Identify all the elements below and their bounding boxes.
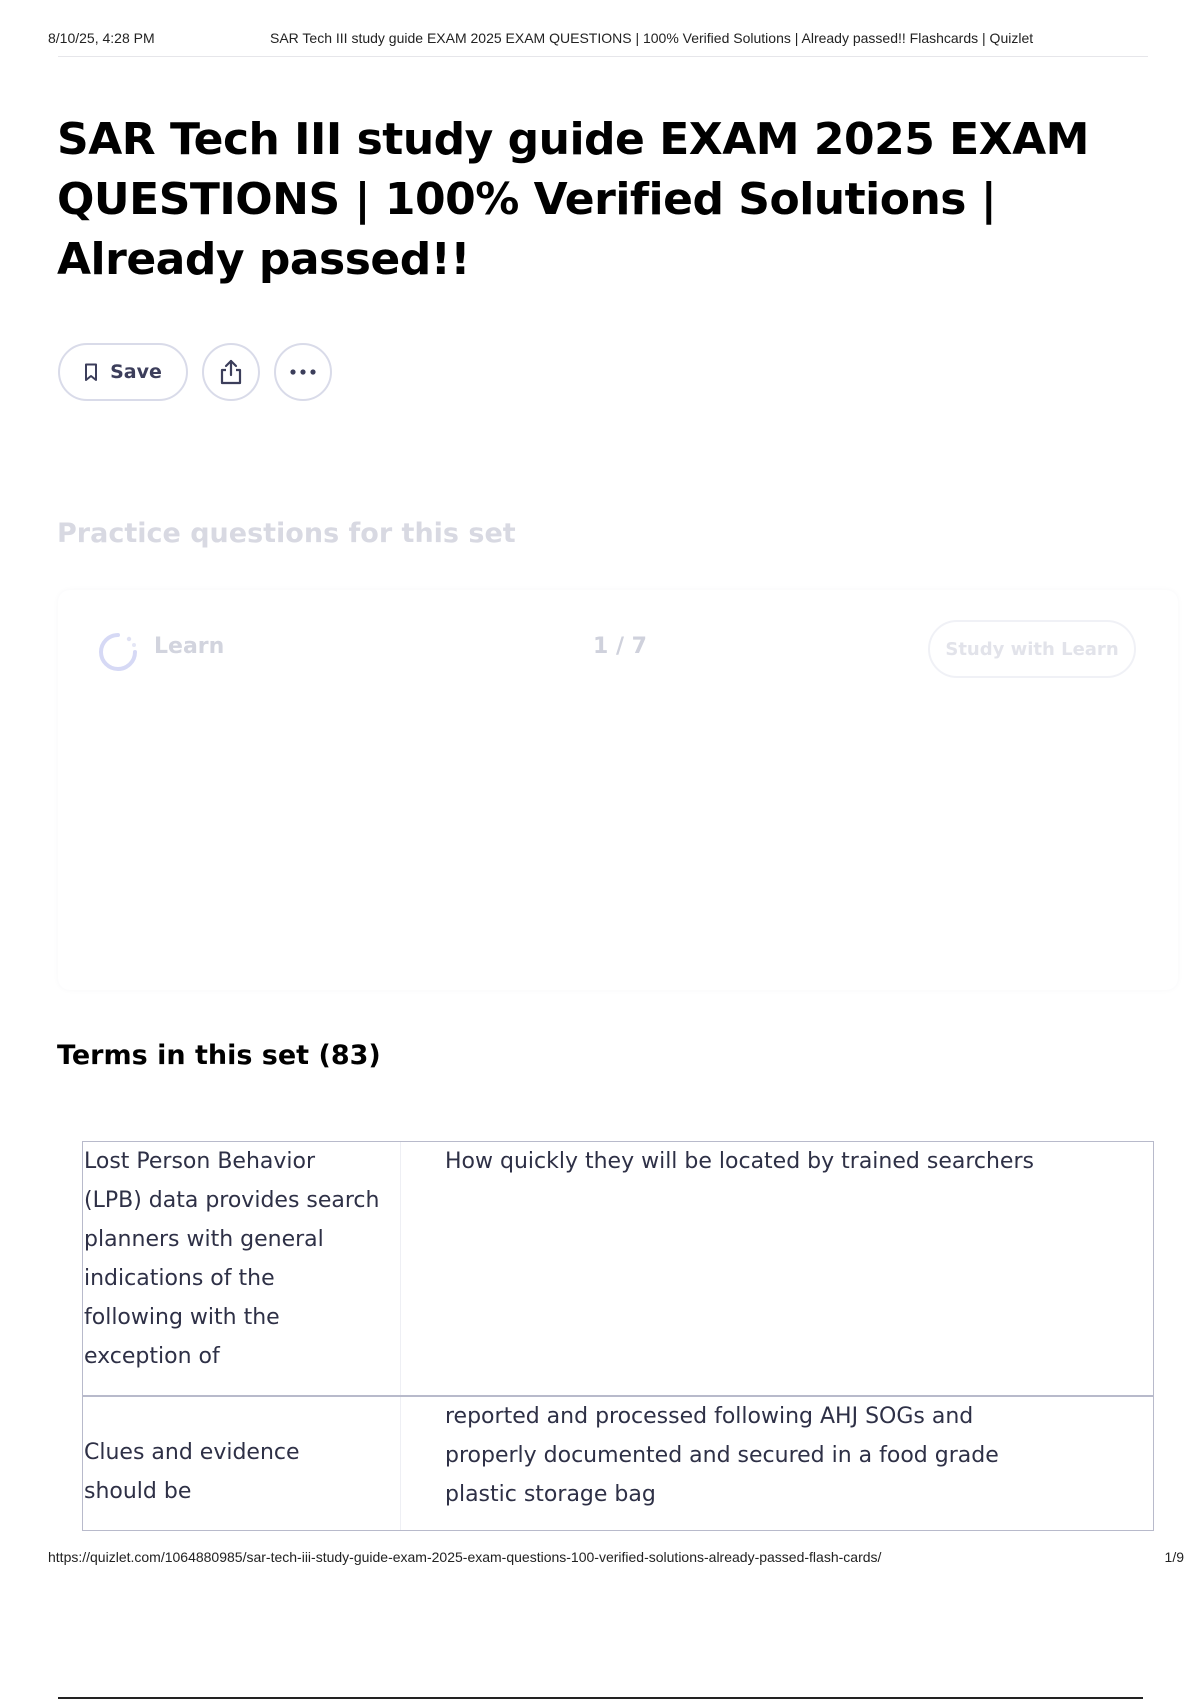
term-cell (83, 1142, 401, 1395)
term-line: (LPB) data provides search (84, 1188, 380, 1213)
terms-table (82, 1141, 1154, 1531)
term-line: should be (84, 1479, 192, 1504)
practice-heading: Practice questions for this set (57, 518, 516, 549)
term-line: exception of (84, 1344, 220, 1369)
term-cell (83, 1397, 401, 1530)
definition-line: properly documented and secured in a food grade (445, 1443, 999, 1468)
term-line: Clues and evidence (84, 1440, 300, 1465)
more-options-button[interactable] (274, 343, 332, 401)
print-header (48, 30, 1152, 50)
save-button[interactable] (58, 343, 188, 401)
print-footer (48, 1549, 1184, 1569)
bookmark-icon (84, 363, 98, 382)
table-row (83, 1142, 1153, 1395)
learn-mode-label: Learn (154, 634, 225, 659)
practice-card (58, 590, 1178, 990)
page-bottom-divider (58, 1697, 1143, 1699)
share-button[interactable] (202, 343, 260, 401)
term-line: planners with general (84, 1227, 324, 1252)
table-row (83, 1395, 1153, 1530)
set-title: SAR Tech III study guide EXAM 2025 EXAM QUESTIONS | 100% Verified Solutions | Already passed!! (57, 114, 1089, 285)
definition-cell (401, 1142, 1153, 1395)
question-progress: 1 / 7 (593, 634, 647, 659)
learn-icon (96, 630, 140, 678)
more-icon (289, 368, 317, 376)
page-number: 1/9 (1164, 1549, 1184, 1565)
terms-heading: Terms in this set (83) (57, 1040, 381, 1071)
definition-cell (401, 1397, 1153, 1530)
study-with-learn-button[interactable]: Study with Learn (928, 620, 1136, 678)
print-doc-title: SAR Tech III study guide EXAM 2025 EXAM QUESTIONS | 100% Verified Solutions | Already passed!! Flashcards | Quizlet (270, 30, 1034, 46)
share-icon (218, 358, 244, 386)
header-divider (58, 56, 1148, 57)
term-line: Lost Person Behavior (84, 1149, 316, 1174)
definition-line: How quickly they will be located by trained searchers (445, 1149, 1034, 1174)
print-date: 8/10/25, 4:28 PM (48, 30, 155, 46)
term-line: indications of the (84, 1266, 275, 1291)
save-label: Save (110, 361, 162, 383)
term-line: following with the (84, 1305, 280, 1330)
definition-line: plastic storage bag (445, 1482, 656, 1507)
definition-line: reported and processed following AHJ SOGs and (445, 1404, 974, 1429)
print-url: https://quizlet.com/1064880985/sar-tech-iii-study-guide-exam-2025-exam-questions-100-verified-solutions-already-passed-flash-cards/ (48, 1549, 882, 1565)
